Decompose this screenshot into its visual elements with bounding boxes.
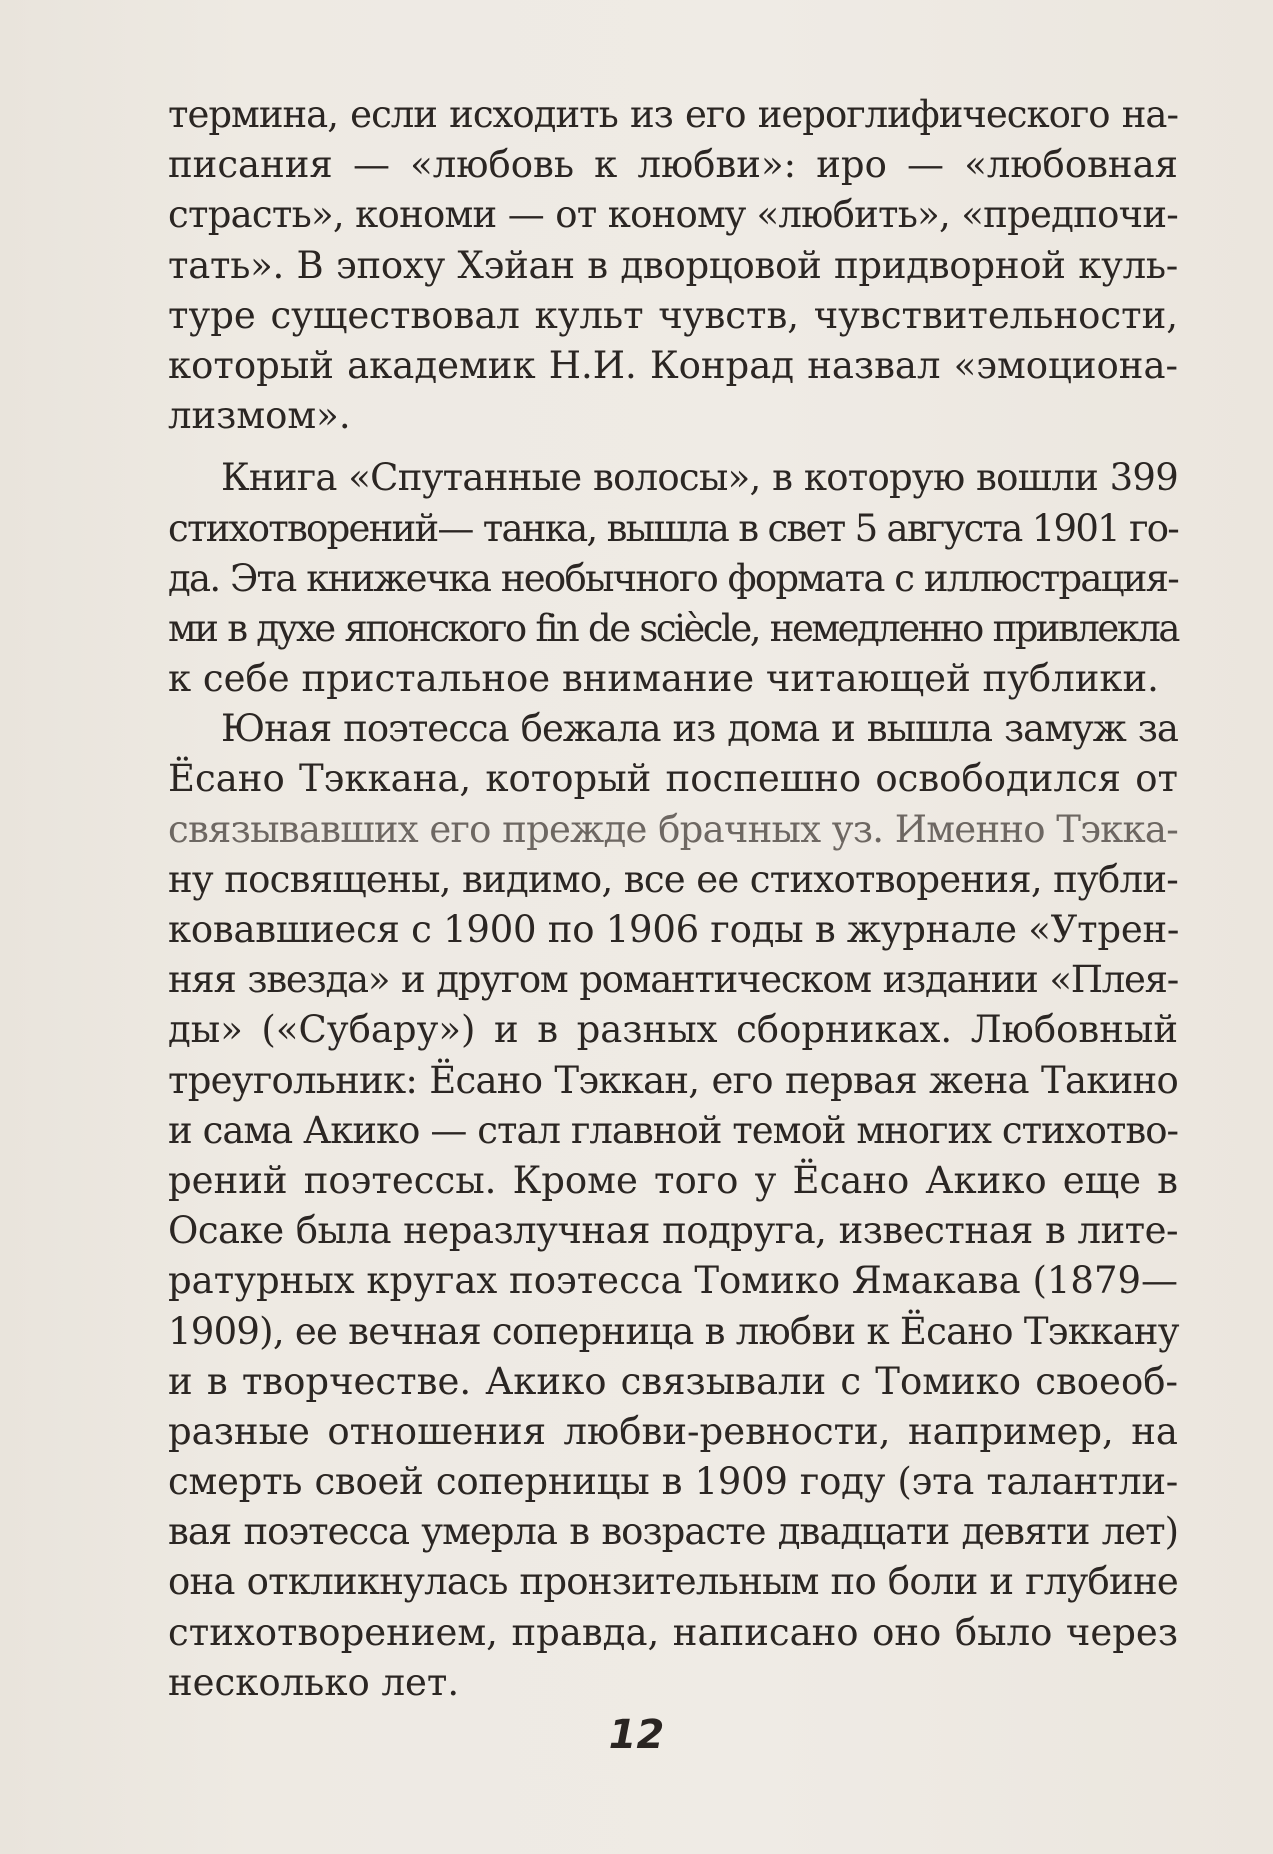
text-line: который академик Н.И. Конрад назвал «эмоциона- — [168, 343, 1178, 387]
text-line: Ёсано Тэккана, который поспешно освободился от — [168, 757, 1178, 801]
text-line: ну посвящены, видимо, все ее стихотворения, публи- — [168, 857, 1178, 901]
text-line: связывавших его прежде брачных уз. Именно Тэкка- — [168, 807, 1178, 851]
paragraph-1 — [168, 90, 1178, 441]
text-line: страсть», кономи — от кономy «любить», «предпочи- — [168, 193, 1178, 237]
text-line: вая поэтесса умерла в возрасте двадцати девяти лет) — [168, 1510, 1178, 1554]
text-line: няя звезда» и другом романтическом издании «Плея- — [168, 958, 1178, 1002]
text-line: Осаке была неразлучная подруга, известная в лите- — [168, 1209, 1178, 1253]
text-line: ратурных кругах поэтесса Томико Ямакава (1879— — [168, 1259, 1179, 1303]
text-line: несколько лет. — [168, 1660, 460, 1704]
text-line: писания — «любовь к любви»: иро — «любовная — [168, 143, 1178, 187]
text-line: Юная поэтесса бежала из дома и вышла замуж за — [221, 707, 1178, 751]
text-line: ми в духе японского fin de sciècle, немедленно привлекла — [168, 606, 1178, 650]
text-line: Книга «Спутанные волосы», в которую вошли 399 — [221, 456, 1178, 500]
text-line: она откликнулась пронзительным по боли и глубине — [168, 1560, 1178, 1604]
text-line: рений поэтессы. Кроме того у Ёсано Акико еще в — [168, 1158, 1178, 1202]
text-line: стихотворений— танка, вышла в свет 5 августа 1901 го- — [168, 506, 1178, 550]
paragraph-2 — [168, 453, 1178, 704]
text-line: и в творчестве. Акико связывали с Томико своеоб- — [168, 1359, 1178, 1403]
text-line: ды» («Субару») и в разных сборниках. Любовный — [168, 1008, 1178, 1052]
page-number: 12 — [608, 1712, 665, 1758]
text-line: смерть своей соперницы в 1909 году (эта талантли- — [168, 1460, 1178, 1504]
text-line: да. Эта книжечка необычного формата с иллюстрация- — [168, 556, 1178, 600]
body-text — [168, 90, 1178, 1708]
text-line: ковавшиеся с 1900 по 1906 годы в журнале «Утрен- — [168, 908, 1180, 951]
text-line: разные отношения любви-ревности, например, на — [168, 1409, 1178, 1453]
text-line: к себе пристальное внимание читающей публики. — [168, 657, 1159, 701]
text-line: стихотворением, правда, написано оно было через — [168, 1610, 1178, 1654]
text-line: треугольник: Ёсано Тэккан, его первая жена Такино — [168, 1058, 1178, 1102]
text-line: 1909), ее вечная соперница в любви к Ёсано Тэккану — [168, 1309, 1179, 1353]
paragraph-3 — [168, 704, 1178, 1708]
text-line: и сама Акико — стал главной темой многих стихотво- — [168, 1108, 1178, 1152]
text-line: туре существовал культ чувств, чувствительности, — [168, 293, 1178, 337]
text-line: термина, если исходить из его иероглифического на- — [168, 93, 1178, 136]
text-line: лизмом». — [168, 394, 351, 438]
text-line: тать». В эпоху Хэйан в дворцовой придворной куль- — [168, 243, 1178, 287]
